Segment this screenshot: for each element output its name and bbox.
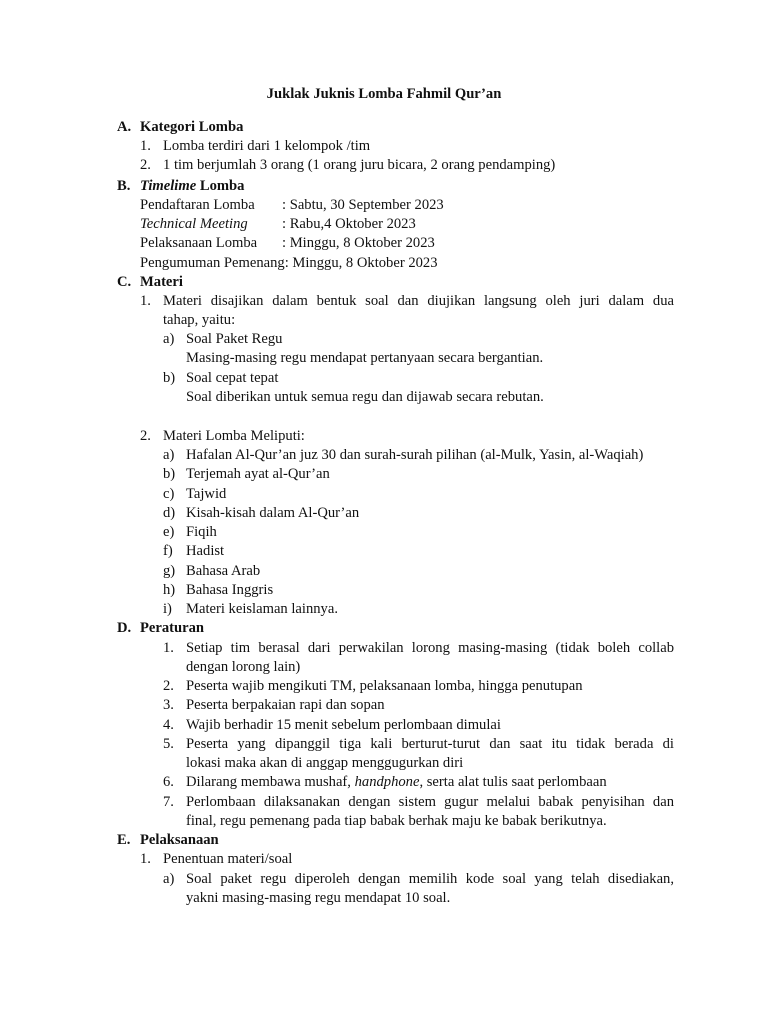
section-d-marker: D.: [117, 620, 132, 636]
sub-letter: i): [163, 601, 172, 617]
list-number: 1.: [140, 293, 151, 309]
sub-item: Bahasa Inggris: [186, 582, 274, 598]
schedule-value: : Rabu,4 Oktober 2023: [282, 216, 416, 232]
sub-item: Tajwid: [186, 486, 227, 502]
list-item: [186, 773, 607, 792]
sub-title: Soal Paket Regu: [186, 331, 283, 347]
schedule-value: : Minggu, 8 Oktober 2023: [284, 255, 438, 271]
sub-title: Soal cepat tepat: [186, 370, 279, 386]
list-item: Peserta yang dipanggil tiga kali berturut-turut dan saat itu tidak berada di: [186, 736, 674, 752]
sub-item: Materi keislaman lainnya.: [186, 601, 338, 617]
schedule-label: Pendaftaran Lomba: [140, 197, 255, 213]
section-c-marker: C.: [117, 274, 132, 290]
schedule-value: : Sabtu, 30 September 2023: [282, 197, 444, 213]
sub-item: Bahasa Arab: [186, 563, 261, 579]
list-number: 4.: [163, 717, 174, 733]
section-c-heading: Materi: [140, 274, 183, 290]
section-b-heading: [140, 177, 244, 196]
sub-letter: a): [163, 331, 175, 347]
list-item: Lomba terdiri dari 1 kelompok /tim: [163, 138, 371, 154]
list-number: 2.: [163, 678, 174, 694]
sub-item: Fiqih: [186, 524, 217, 540]
list-item: Perlombaan dilaksanakan dengan sistem gugur melalui babak penyisihan dan: [186, 794, 674, 810]
text-run: Dilarang membawa mushaf,: [186, 774, 355, 790]
sub-description: Masing-masing regu mendapat pertanyaan secara bergantian.: [186, 350, 544, 366]
list-number: 2.: [140, 157, 151, 173]
schedule-value: : Minggu, 8 Oktober 2023: [282, 235, 435, 251]
text-run: , serta alat tulis saat perlombaan: [419, 774, 607, 790]
section-e-marker: E.: [117, 832, 131, 848]
section-b-marker: B.: [117, 178, 131, 194]
sub-item: Terjemah ayat al-Qur’an: [186, 466, 330, 482]
list-item: Peserta berpakaian rapi dan sopan: [186, 697, 385, 713]
list-item-continuation: tahap, yaitu:: [163, 312, 236, 328]
schedule-label: Pelaksanaan Lomba: [140, 235, 258, 251]
section-b-heading-italic: Timelime: [140, 178, 197, 194]
section-b-heading-rest: Lomba: [196, 178, 245, 194]
schedule-label: Pengumuman Pemenang: [140, 255, 285, 271]
sub-letter: a): [163, 447, 175, 463]
sub-letter: b): [163, 466, 176, 482]
text-run-italic: handphone: [354, 774, 420, 790]
list-item: Wajib berhadir 15 menit sebelum perlombaan dimulai: [186, 717, 501, 733]
list-number: 3.: [163, 697, 174, 713]
schedule-label: Technical Meeting: [140, 216, 248, 232]
section-e-heading: Pelaksanaan: [140, 832, 219, 848]
list-item-continuation: final, regu pemenang pada tiap babak berhak maju ke babak berikutnya.: [186, 813, 607, 829]
sub-item-continuation: yakni masing-masing regu mendapat 10 soal.: [186, 890, 451, 906]
sub-letter: b): [163, 370, 176, 386]
list-number: 6.: [163, 774, 174, 790]
section-d-heading: Peraturan: [140, 620, 205, 636]
list-item: Peserta wajib mengikuti TM, pelaksanaan lomba, hingga penutupan: [186, 678, 583, 694]
list-number: 5.: [163, 736, 174, 752]
list-number: 1.: [163, 640, 174, 656]
list-item: Materi Lomba Meliputi:: [163, 428, 305, 444]
list-item: 1 tim berjumlah 3 orang (1 orang juru bicara, 2 orang pendamping): [163, 157, 556, 173]
sub-item: Hadist: [186, 543, 225, 559]
list-number: 7.: [163, 794, 174, 810]
list-item-continuation: lokasi maka akan di anggap menggugurkan diri: [186, 755, 464, 771]
sub-letter: h): [163, 582, 176, 598]
sub-letter: a): [163, 871, 175, 887]
list-number: 2.: [140, 428, 151, 444]
list-item: Materi disajikan dalam bentuk soal dan diujikan langsung oleh juri dalam dua: [163, 293, 674, 309]
sub-letter: d): [163, 505, 176, 521]
sub-letter: f): [163, 543, 173, 559]
list-number: 1.: [140, 138, 151, 154]
sub-letter: g): [163, 563, 176, 579]
sub-description: Soal diberikan untuk semua regu dan dijawab secara rebutan.: [186, 389, 544, 405]
sub-item: Hafalan Al-Qur’an juz 30 dan surah-surah pilihan (al-Mulk, Yasin, al-Waqiah): [186, 447, 644, 463]
schedule-row: [140, 254, 438, 273]
list-item-continuation: dengan lorong lain): [186, 659, 301, 675]
sub-letter: e): [163, 524, 175, 540]
section-a-heading: Kategori Lomba: [140, 119, 244, 135]
sub-letter: c): [163, 486, 175, 502]
sub-item: Kisah-kisah dalam Al-Qur’an: [186, 505, 360, 521]
list-number: 1.: [140, 851, 151, 867]
list-item: Setiap tim berasal dari perwakilan lorong masing-masing (tidak boleh collab: [186, 640, 674, 656]
section-a-marker: A.: [117, 119, 132, 135]
sub-item: Soal paket regu diperoleh dengan memilih kode soal yang telah disediakan,: [186, 871, 674, 887]
list-item: Penentuan materi/soal: [163, 851, 293, 867]
document-title: Juklak Juknis Lomba Fahmil Qur’an: [266, 86, 502, 102]
